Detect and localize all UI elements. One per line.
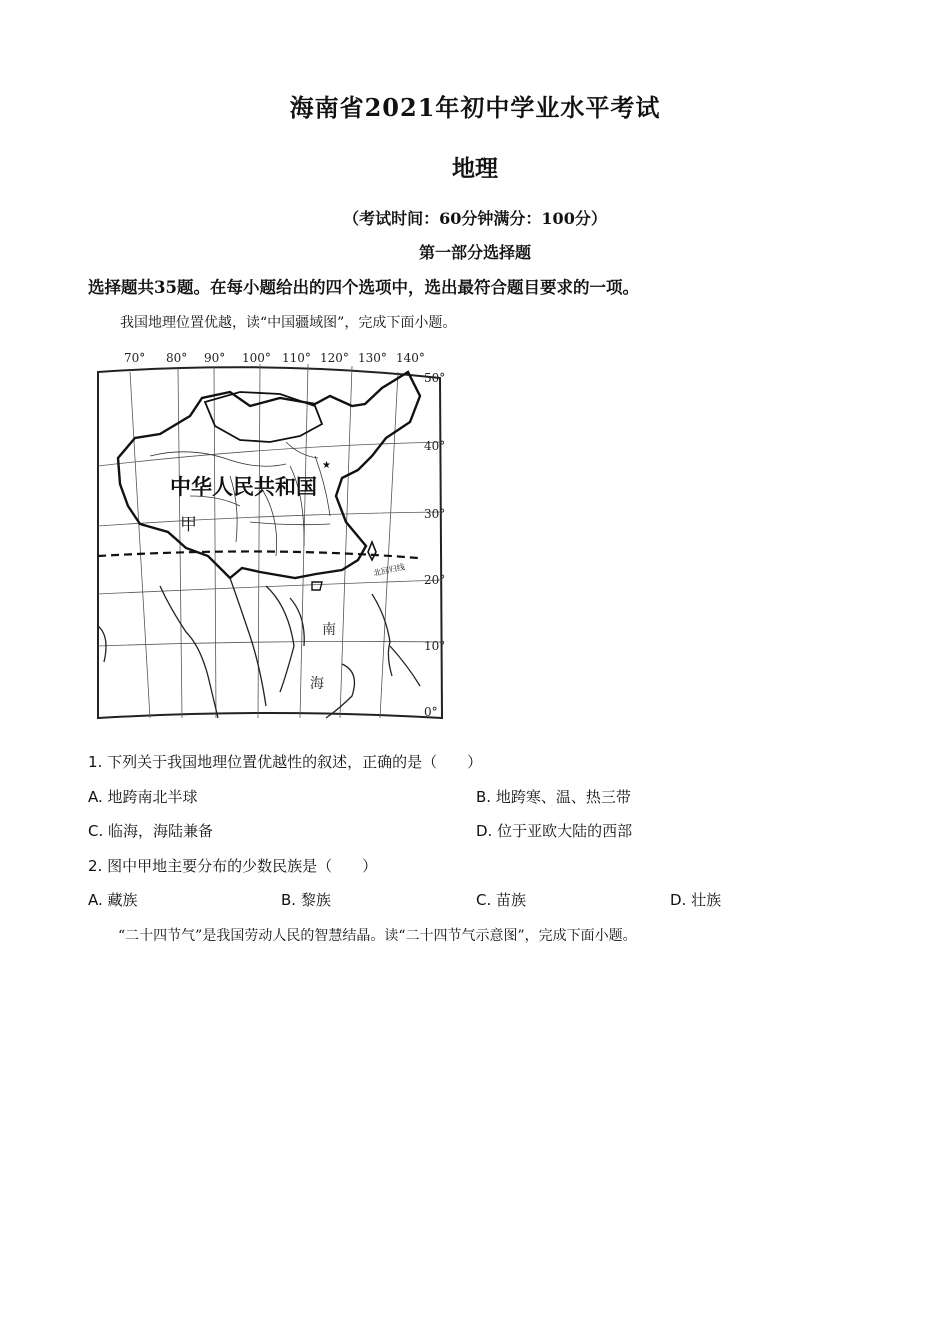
q1-option-a[interactable] xyxy=(88,786,198,807)
option-text: 地跨寒、温、热三带 xyxy=(495,788,631,806)
option-text: 地跨南北半球 xyxy=(107,788,198,806)
instructions: 选择题共35题。在每小题给出的四个选项中，选出最符合题目要求的一项。 xyxy=(88,278,639,297)
lon-label: 130° xyxy=(358,351,387,365)
option-letter: D. xyxy=(476,822,493,840)
china-territory-map xyxy=(90,346,462,728)
question-2 xyxy=(88,855,377,876)
question-1 xyxy=(88,751,482,772)
option-text: 临海，海陆兼备 xyxy=(108,822,214,840)
south-sea-label-1: 南 xyxy=(322,622,336,638)
q1-option-c[interactable] xyxy=(88,820,213,841)
option-letter: C. xyxy=(88,822,104,840)
option-letter: A. xyxy=(88,788,103,806)
option-letter: A. xyxy=(88,891,103,909)
q1-option-d[interactable] xyxy=(476,820,632,841)
option-letter: D. xyxy=(670,891,687,909)
option-text: 位于亚欧大陆的西部 xyxy=(497,822,633,840)
q2-option-c[interactable] xyxy=(476,889,526,910)
option-letter: B. xyxy=(476,788,492,806)
country-label: 中华人民共和国 xyxy=(170,474,317,499)
part-heading: 第一部分选择题 xyxy=(418,243,531,262)
lon-label: 110° xyxy=(282,351,311,365)
lon-label: 100° xyxy=(242,351,271,365)
question-number: 2. xyxy=(88,857,103,875)
lat-label: 0° xyxy=(424,705,438,719)
q2-option-d[interactable] xyxy=(670,889,721,910)
lon-label: 140° xyxy=(396,351,425,365)
subject-title: 地理 xyxy=(452,155,498,182)
option-letter: B. xyxy=(281,891,297,909)
lon-label: 70° xyxy=(124,351,146,365)
option-text: 藏族 xyxy=(107,891,138,909)
lat-label: 20° xyxy=(424,573,446,587)
lon-label: 90° xyxy=(204,351,226,365)
q2-option-a[interactable] xyxy=(88,889,138,910)
intro-solar-terms-passage: “二十四节气”是我国劳动人民的智慧结晶。读“二十四节气示意图”，完成下面小题。 xyxy=(118,928,637,944)
option-text: 苗族 xyxy=(496,891,527,909)
option-letter: C. xyxy=(476,891,492,909)
intro-map-passage: 我国地理位置优越，读“中国疆域图”，完成下面小题。 xyxy=(120,315,457,331)
q2-option-b[interactable] xyxy=(281,889,331,910)
option-text: 黎族 xyxy=(300,891,331,909)
south-sea-label-2: 海 xyxy=(310,676,324,692)
question-text: 图中甲地主要分布的少数民族是（ ） xyxy=(107,857,378,875)
q1-option-b[interactable] xyxy=(476,786,631,807)
exam-time-info: （考试时间：60分钟满分：100分） xyxy=(343,209,607,228)
question-text: 下列关于我国地理位置优越性的叙述，正确的是（ ） xyxy=(107,753,483,771)
lat-label: 10° xyxy=(424,639,446,653)
lat-label: 50° xyxy=(424,371,446,385)
lon-label: 80° xyxy=(166,351,188,365)
tropic-label: 北回归线 xyxy=(372,562,406,578)
question-number: 1. xyxy=(88,753,103,771)
lat-label: 30° xyxy=(424,507,446,521)
exam-title: 海南省2021年初中学业水平考试 xyxy=(289,93,661,122)
lat-label: 40° xyxy=(424,439,446,453)
region-jia-label: 甲 xyxy=(180,515,197,535)
lon-label: 120° xyxy=(320,351,349,365)
option-text: 壮族 xyxy=(691,891,722,909)
svg-text:★: ★ xyxy=(322,460,331,471)
